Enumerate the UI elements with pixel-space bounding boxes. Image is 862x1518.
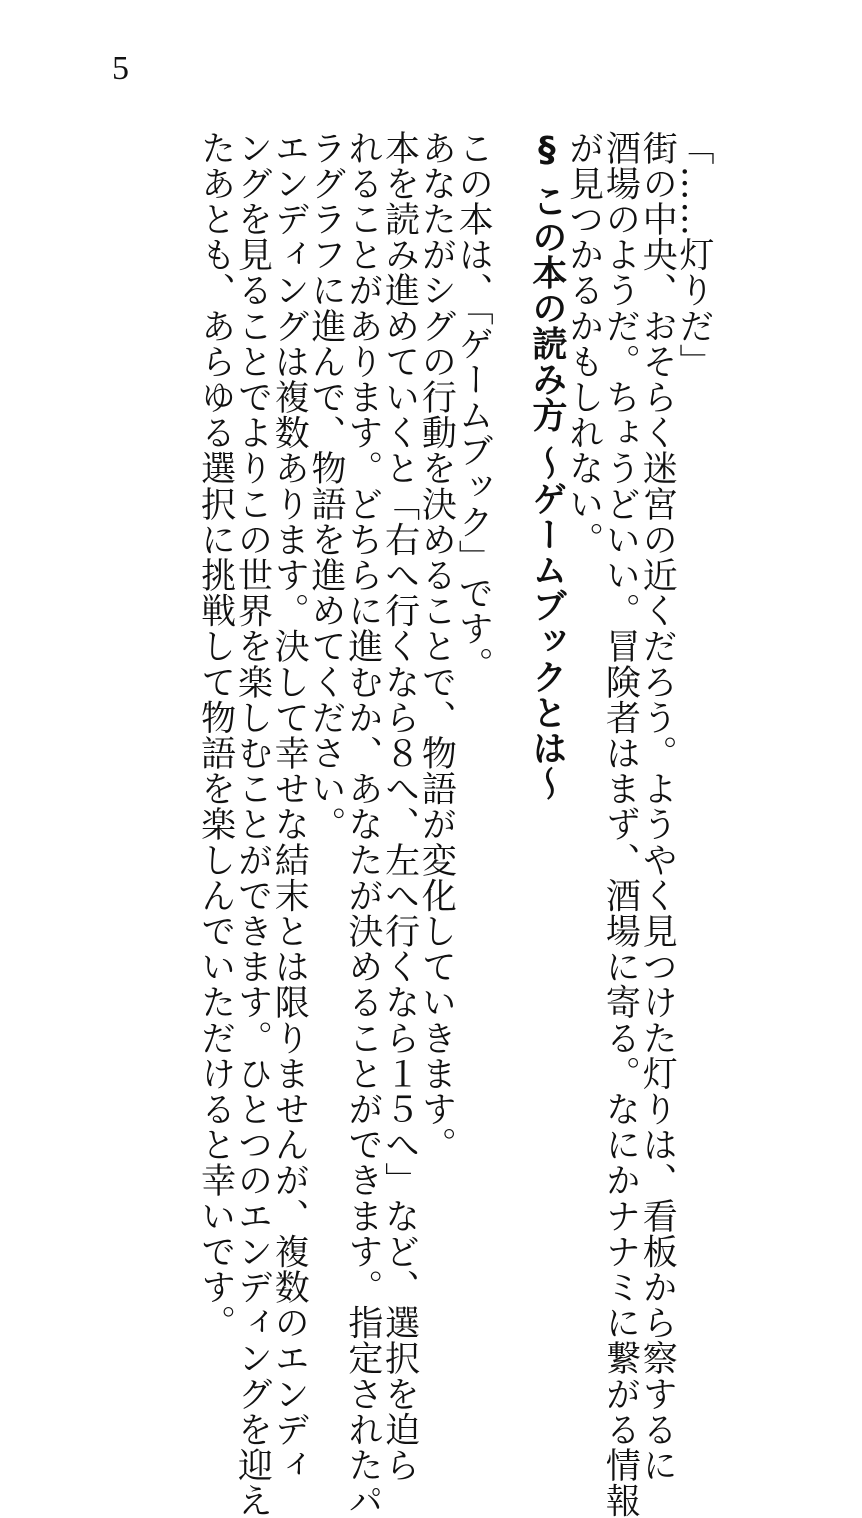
vertical-text-body [195,130,714,1518]
narration-line: が見つかるかもしれない。 [563,130,604,558]
section-line: ングを見ることでよりこの世界を楽しむことができます。ひとつのエンディングを迎え [232,130,273,1518]
section-heading: § この本の読み方 〜ゲームブックとは〜 [526,130,567,802]
section-line: ラグラフに進んで、物語を進めてください。 [306,130,347,842]
section-line: この本は、「ゲームブック」です。 [453,130,494,683]
section-line: エンディングは複数あります。決して幸せな結末とは限りませんが、複数のエンディ [269,130,310,1483]
section-line: れることがあります。どちらに進むか、あなたが決めることができます。指定されたパ [342,130,383,1518]
section-line: あなたがシグの行動を決めることで、物語が変化していきます。 [416,130,457,1163]
narration-line: 街の中央、おそらく迷宮の近くだろう。ようやく見つけた灯りは、看板から察するに [637,130,678,1483]
narration-line: 酒場のようだ。ちょうどいい。冒険者はまず、酒場に寄る。なにかナナミに繋がる情報 [600,130,641,1518]
section-line: 本を読み進めていくと「右へ行くなら８へ、左へ行くなら１５へ」など、選択を迫ら [379,130,420,1483]
page-number: 5 [112,50,129,87]
dialogue-line: 「……灯りだ」 [674,130,714,380]
section-line: たあとも、あらゆる選択に挑戦して物語を楽しんでいただけると幸いです。 [195,130,236,1341]
